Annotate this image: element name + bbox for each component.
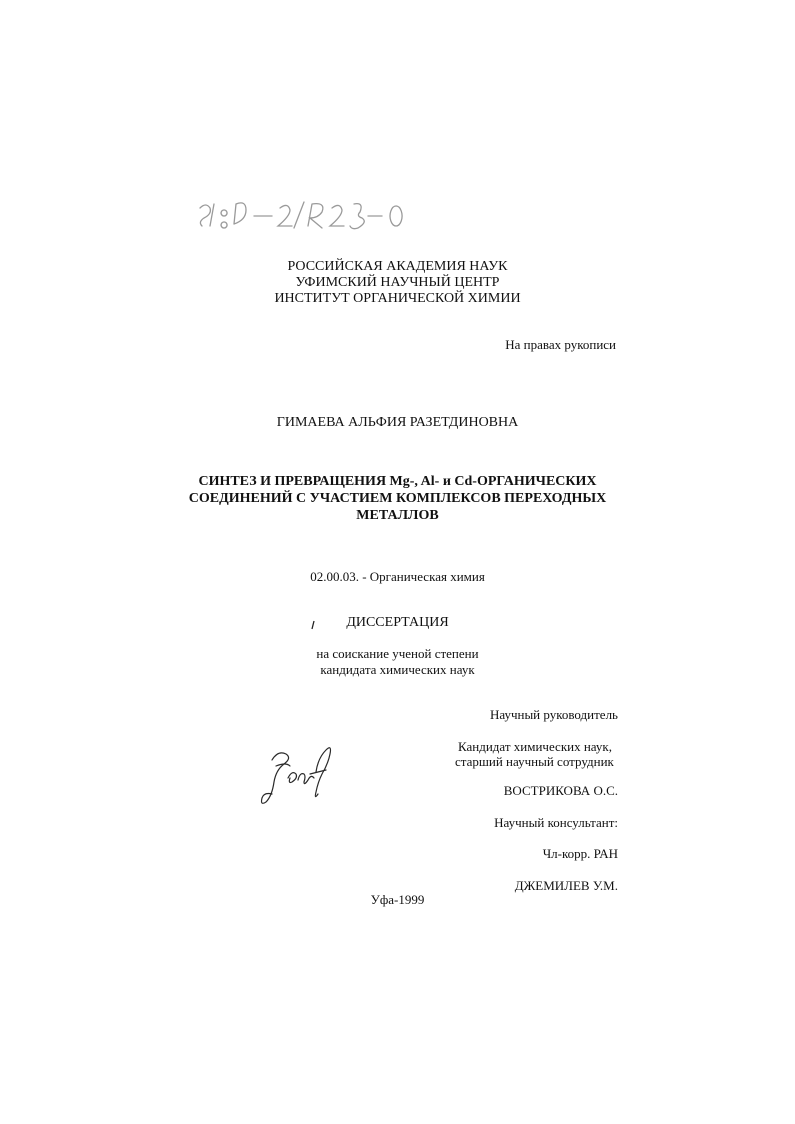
degree-line-1: на соискание ученой степени	[316, 646, 479, 661]
supervisor-name: ВОСТРИКОВА О.С.	[503, 783, 618, 798]
supervisor-label: Научный руководитель	[489, 707, 618, 722]
org-institute: ИНСТИТУТ ОРГАНИЧЕСКОЙ ХИМИИ	[274, 291, 521, 306]
title-line-1: СИНТЕЗ И ПРЕВРАЩЕНИЯ Mg-, Al- и Cd-ОРГАНИЧЕСКИХ	[198, 474, 597, 489]
org-center: УФИМСКИЙ НАУЧНЫЙ ЦЕНТР	[295, 275, 500, 290]
org-academy: РОССИЙСКАЯ АКАДЕМИЯ НАУК	[287, 259, 508, 274]
rights-note: На правах рукописи	[505, 337, 616, 352]
consultant-name: ДЖЕМИЛЕВ У.М.	[514, 878, 618, 893]
specialty: 02.00.03. - Органическая химия	[310, 569, 485, 584]
consultant-title: Чл-корр. РАН	[542, 846, 618, 861]
title-line-2: СОЕДИНЕНИЙ С УЧАСТИЕМ КОМПЛЕКСОВ ПЕРЕХОДНЫХ	[188, 491, 607, 506]
signature-icon	[258, 742, 338, 808]
doc-type: ДИССЕРТАЦИЯ	[346, 615, 449, 630]
consultant-label: Научный консультант:	[494, 815, 618, 830]
supervisor-title-1: Кандидат химических наук,	[458, 739, 612, 754]
supervisor-title-2: старший научный сотрудник	[455, 754, 614, 769]
place-year: Уфа-1999	[370, 892, 425, 907]
archive-number-stamp	[192, 196, 422, 232]
author-name: ГИМАЕВА АЛЬФИЯ РАЗЕТДИНОВНА	[276, 415, 519, 430]
title-line-3: МЕТАЛЛОВ	[356, 508, 439, 523]
degree-line-2: кандидата химических наук	[320, 662, 475, 677]
